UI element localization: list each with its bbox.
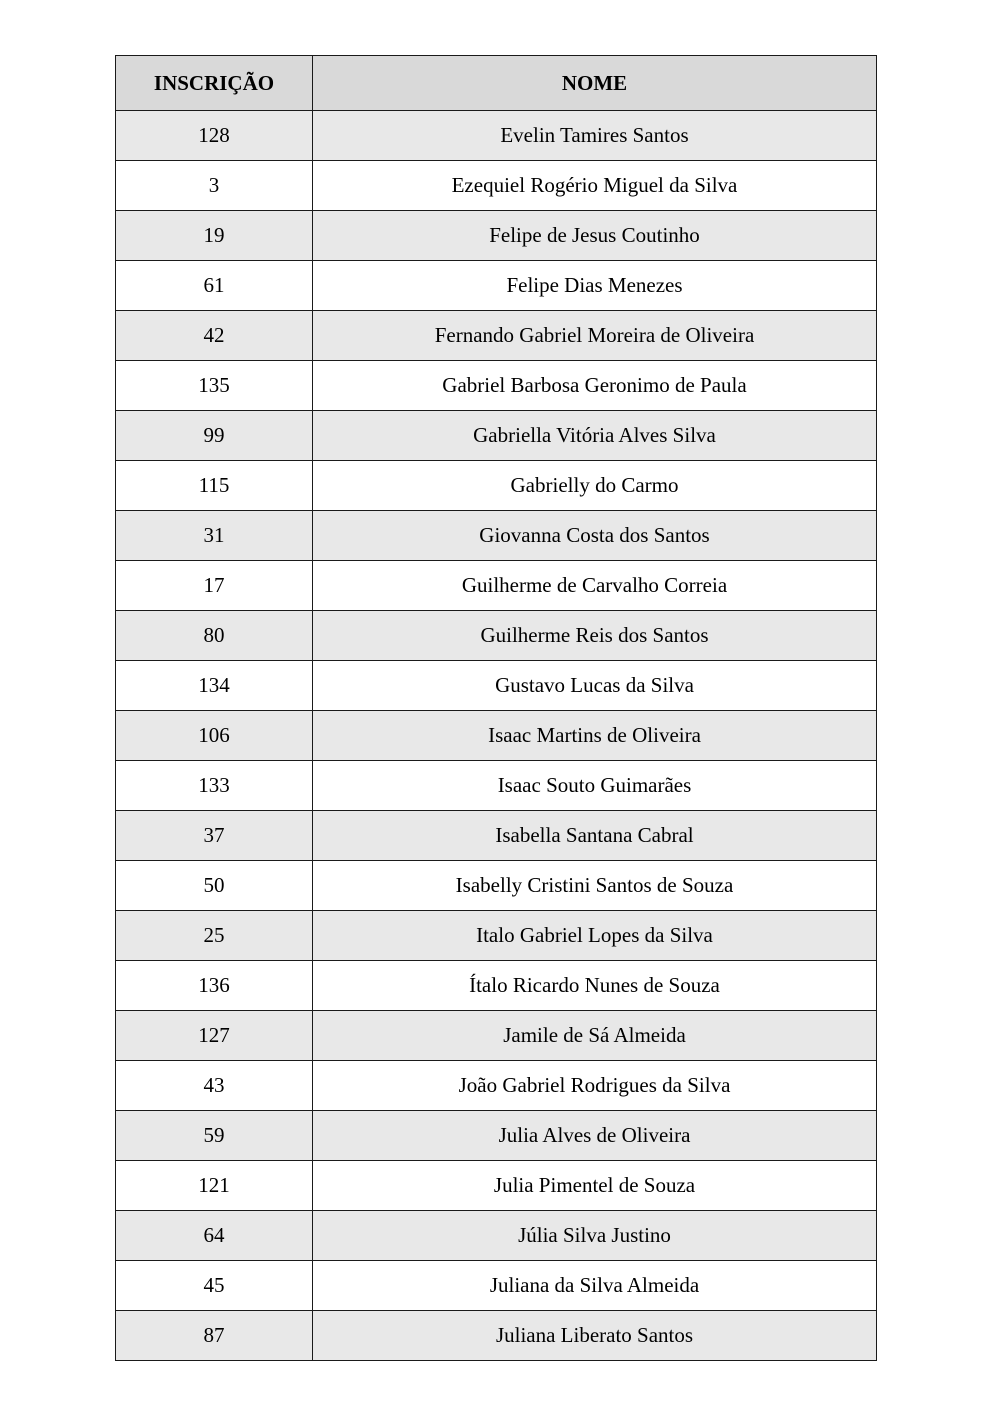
header-row [116,56,877,111]
cell-nome: Gabriel Barbosa Geronimo de Paula [313,361,877,411]
cell-nome: Guilherme de Carvalho Correia [313,561,877,611]
cell-inscricao: 135 [116,361,313,411]
cell-inscricao: 80 [116,611,313,661]
cell-nome: Evelin Tamires Santos [313,111,877,161]
cell-nome: Isaac Martins de Oliveira [313,711,877,761]
cell-inscricao: 42 [116,311,313,361]
cell-nome: Gabrielly do Carmo [313,461,877,511]
cell-inscricao: 127 [116,1011,313,1061]
cell-nome: Júlia Silva Justino [313,1211,877,1261]
table-row [116,361,877,411]
cell-inscricao: 3 [116,161,313,211]
table-row [116,411,877,461]
cell-nome: Julia Pimentel de Souza [313,1161,877,1211]
table-row [116,1211,877,1261]
table-row [116,311,877,361]
enrollment-table [115,55,877,1361]
cell-nome: João Gabriel Rodrigues da Silva [313,1061,877,1111]
cell-nome: Juliana da Silva Almeida [313,1261,877,1311]
cell-inscricao: 64 [116,1211,313,1261]
cell-nome: Guilherme Reis dos Santos [313,611,877,661]
table-header [116,56,877,111]
table-row [116,211,877,261]
cell-inscricao: 61 [116,261,313,311]
table-body [116,111,877,1361]
cell-nome: Isabelly Cristini Santos de Souza [313,861,877,911]
table-row [116,711,877,761]
table-row [116,611,877,661]
cell-nome: Jamile de Sá Almeida [313,1011,877,1061]
cell-inscricao: 59 [116,1111,313,1161]
cell-inscricao: 115 [116,461,313,511]
table-row [116,811,877,861]
table-row [116,1311,877,1361]
cell-inscricao: 45 [116,1261,313,1311]
table-row [116,861,877,911]
cell-inscricao: 136 [116,961,313,1011]
table-row [116,161,877,211]
cell-inscricao: 25 [116,911,313,961]
cell-nome: Felipe Dias Menezes [313,261,877,311]
table-row [116,111,877,161]
cell-nome: Gustavo Lucas da Silva [313,661,877,711]
table-row [116,961,877,1011]
cell-inscricao: 31 [116,511,313,561]
cell-inscricao: 17 [116,561,313,611]
cell-inscricao: 50 [116,861,313,911]
table-row [116,561,877,611]
table-row [116,1261,877,1311]
cell-nome: Julia Alves de Oliveira [313,1111,877,1161]
cell-inscricao: 87 [116,1311,313,1361]
cell-inscricao: 106 [116,711,313,761]
cell-nome: Juliana Liberato Santos [313,1311,877,1361]
header-nome: NOME [313,56,877,111]
cell-inscricao: 121 [116,1161,313,1211]
table-row [116,461,877,511]
cell-inscricao: 43 [116,1061,313,1111]
table-row [116,511,877,561]
cell-inscricao: 99 [116,411,313,461]
table-row [116,261,877,311]
cell-nome: Fernando Gabriel Moreira de Oliveira [313,311,877,361]
cell-nome: Felipe de Jesus Coutinho [313,211,877,261]
cell-inscricao: 19 [116,211,313,261]
table-row [116,661,877,711]
cell-nome: Ezequiel Rogério Miguel da Silva [313,161,877,211]
cell-nome: Giovanna Costa dos Santos [313,511,877,561]
table-row [116,1111,877,1161]
table-row [116,1161,877,1211]
cell-nome: Italo Gabriel Lopes da Silva [313,911,877,961]
cell-inscricao: 128 [116,111,313,161]
cell-nome: Isabella Santana Cabral [313,811,877,861]
header-inscricao: INSCRIÇÃO [116,56,313,111]
cell-nome: Ítalo Ricardo Nunes de Souza [313,961,877,1011]
cell-nome: Gabriella Vitória Alves Silva [313,411,877,461]
cell-nome: Isaac Souto Guimarães [313,761,877,811]
cell-inscricao: 133 [116,761,313,811]
cell-inscricao: 134 [116,661,313,711]
table-row [116,761,877,811]
table-row [116,911,877,961]
table-row [116,1011,877,1061]
table-row [116,1061,877,1111]
cell-inscricao: 37 [116,811,313,861]
